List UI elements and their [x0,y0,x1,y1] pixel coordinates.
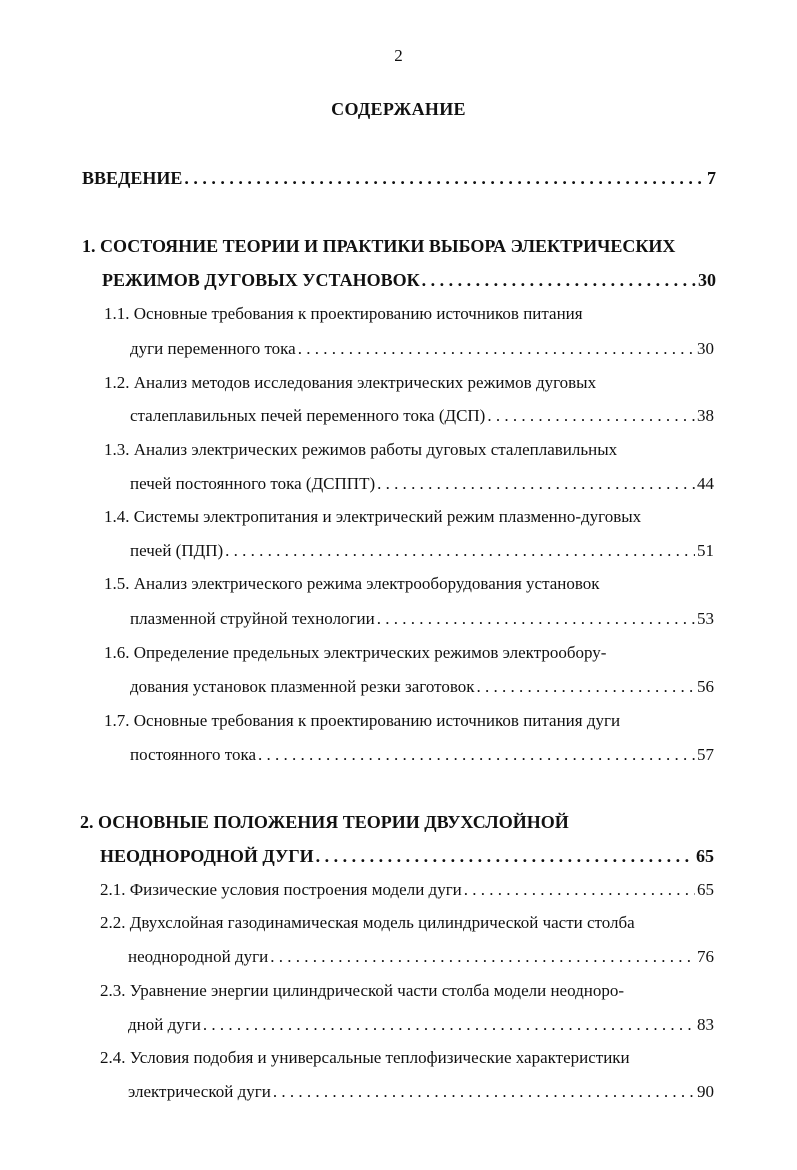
toc-entry-text: постоянного тока [130,745,257,764]
toc-leader-dots [298,339,695,359]
toc-entry-text: электрической дуги [128,1082,271,1101]
toc-section-1-6-title: 1.6. Определение предельных электрических режимов электрообору- [104,643,607,662]
toc-section-1-3 [130,474,714,494]
toc-leader-dots [422,270,696,291]
toc-entry-page: 57 [697,745,714,764]
toc-entry-text: РЕЖИМОВ ДУГОВЫХ УСТАНОВОК [102,270,420,290]
toc-entry-text: печей постоянного тока (ДСППТ) [130,474,376,493]
toc-leader-dots [225,541,695,561]
toc-entry-text: плазменной струйной технологии [130,609,375,628]
toc-section-1-5 [130,609,714,629]
toc-entry-text: дования установок плазменной резки заготовок [130,677,475,696]
toc-section-2-2 [128,947,714,967]
toc-entry-text: 2.1. Физические условия построения модели дуги [100,880,462,899]
toc-entry-text: неоднородной дуги [128,947,269,966]
toc-section-2-2-title: 2.2. Двухслойная газодинамическая модель цилиндрической части столба [100,913,635,932]
toc-entry-page: 44 [697,474,714,493]
toc-entry-page: 56 [697,677,714,696]
toc-entry-page: 38 [697,406,714,425]
toc-entry-page: 7 [707,168,716,188]
toc-chapter-2 [100,846,714,867]
toc-leader-dots [477,677,696,697]
toc-section-1-3-title: 1.3. Анализ электрических режимов работы дуговых сталеплавильных [104,440,618,459]
toc-leader-dots [487,406,695,426]
toc-section-1-2-title: 1.2. Анализ методов исследования электрических режимов дуговых [104,373,597,392]
page-number: 2 [394,46,403,65]
toc-entry-text: ВВЕДЕНИЕ [82,168,183,188]
toc-section-2-4 [128,1082,714,1102]
page-title: СОДЕРЖАНИЕ [331,99,466,119]
toc-entry-page: 83 [697,1015,714,1034]
toc-entry-page: 30 [698,270,716,290]
toc-leader-dots [377,609,695,629]
toc-leader-dots [203,1015,695,1035]
toc-entry-text: печей (ПДП) [130,541,224,560]
toc-section-1-1-title: 1.1. Основные требования к проектированию источников питания [104,304,583,323]
toc-chapter-1 [102,270,716,291]
toc-entry-page: 53 [697,609,714,628]
toc-entry-text: дуги переменного тока [130,339,296,358]
toc-section-1-4 [130,541,714,561]
toc-chapter-2-title: 2. ОСНОВНЫЕ ПОЛОЖЕНИЯ ТЕОРИИ ДВУХСЛОЙНОЙ [80,812,569,832]
toc-section-2-3-title: 2.3. Уравнение энергии цилиндрической части столба модели неоднoро- [100,981,625,1000]
toc-section-1-7-title: 1.7. Основные требования к проектированию источников питания дуги [104,711,621,730]
toc-leader-dots [184,168,705,189]
toc-entry-text: дной дуги [128,1015,201,1034]
toc-leader-dots [270,947,695,967]
toc-entry-page: 90 [697,1082,714,1101]
toc-section-1-2 [130,406,714,426]
toc-section-2-3 [128,1015,714,1035]
toc-section-1-5-title: 1.5. Анализ электрического режима электрооборудования установок [104,574,600,593]
toc-entry-text: сталеплавильных печей переменного тока (ДСП) [130,406,486,425]
toc-leader-dots [377,474,695,494]
toc-leader-dots [464,880,695,900]
toc-section-2-1 [100,880,714,900]
toc-section-2-4-title: 2.4. Условия подобия и универсальные теплофизические характеристики [100,1048,630,1067]
toc-entry-page: 76 [697,947,714,966]
toc-leader-dots [273,1082,695,1102]
toc-leader-dots [258,745,695,765]
toc-section-1-7 [130,745,714,765]
toc-entry-page: 65 [696,846,714,866]
toc-entry-page: 51 [697,541,714,560]
toc-entry-page: 30 [697,339,714,358]
toc-chapter-1-title: 1. СОСТОЯНИЕ ТЕОРИИ И ПРАКТИКИ ВЫБОРА ЭЛЕКТРИЧЕСКИХ [82,236,676,256]
toc-entry-page: 65 [697,880,714,899]
toc-section-1-6 [130,677,714,697]
toc-leader-dots [316,846,694,867]
toc-section-1-1 [130,339,714,359]
toc-section-1-4-title: 1.4. Системы электропитания и электрический режим плазменно-дуговых [104,507,642,526]
toc-entry-intro [82,168,716,189]
toc-entry-text: НЕОДНОРОДНОЙ ДУГИ [100,846,314,866]
